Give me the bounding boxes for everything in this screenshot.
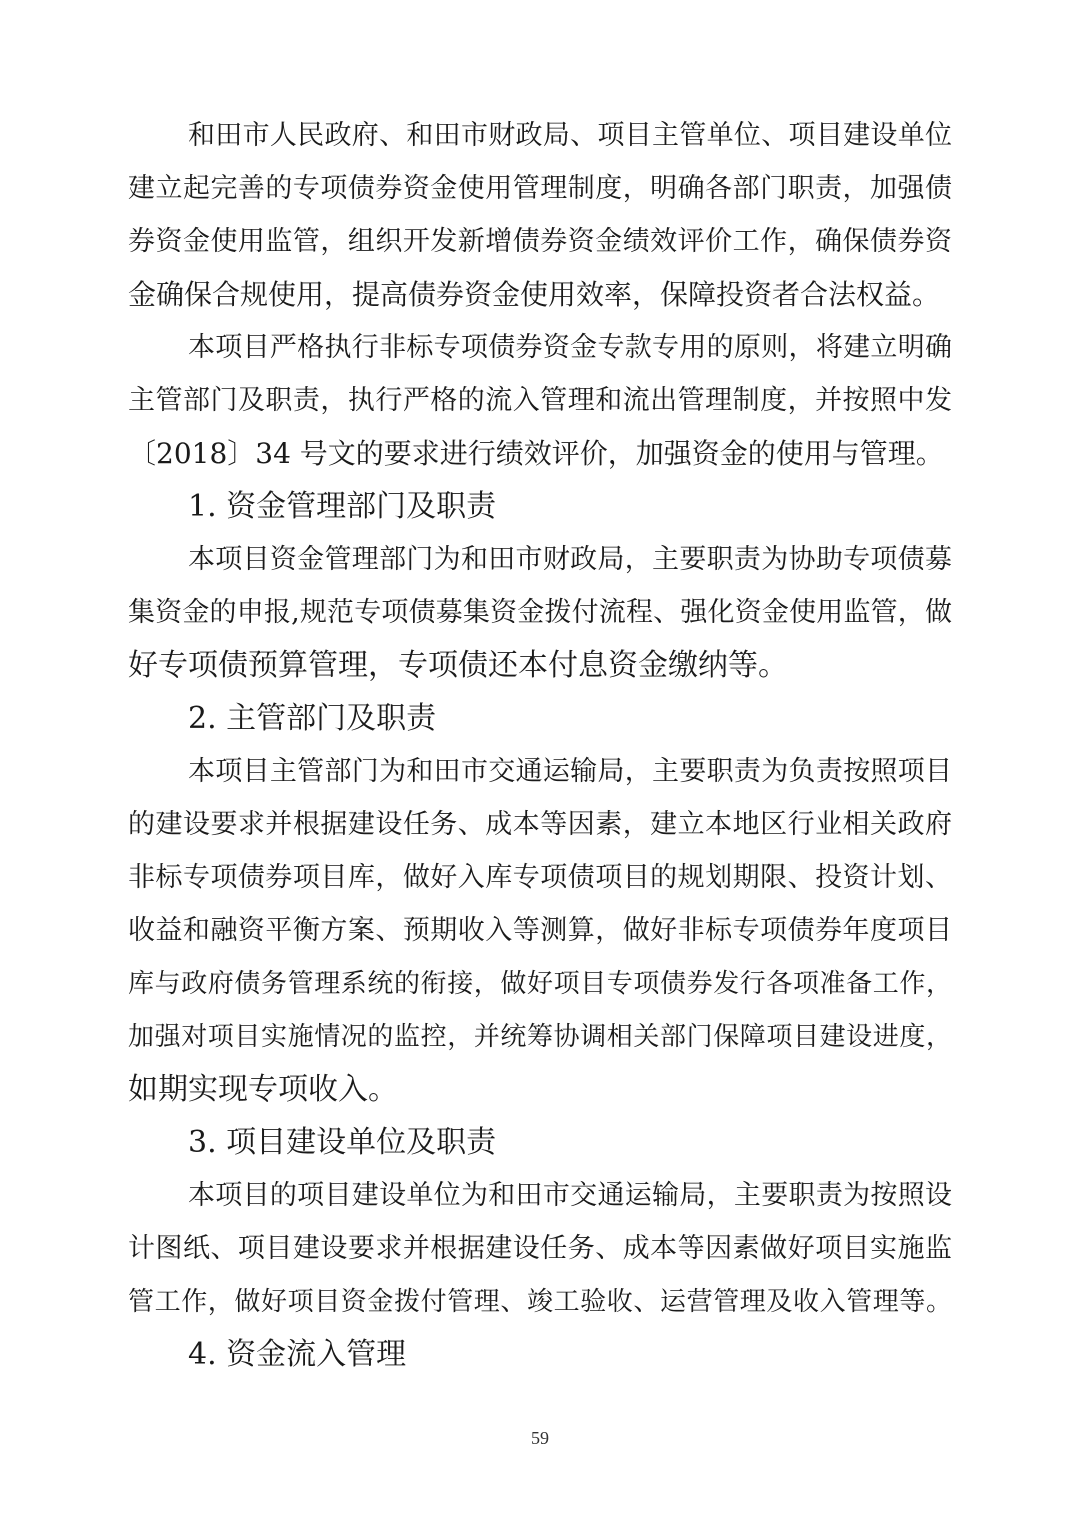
paragraph-line: 券资金使用监管，组织开发新增债券资金绩效评价工作，确保债券资 <box>128 226 952 257</box>
paragraph-line: 加强对项目实施情况的监控，并统筹协调相关部门保障项目建设进度， <box>128 1022 952 1052</box>
section-heading: 4. 资金流入管理 <box>188 1337 407 1372</box>
paragraph-line: 好专项债预算管理，专项债还本付息资金缴纳等。 <box>128 648 788 683</box>
paragraph-line: 本项目资金管理部门为和田市财政局，主要职责为协助专项债募 <box>188 544 952 575</box>
section-heading: 3. 项目建设单位及职责 <box>188 1125 497 1160</box>
paragraph-line: 建立起完善的专项债券资金使用管理制度，明确各部门职责，加强债 <box>128 173 952 204</box>
paragraph-line: 主管部门及职责，执行严格的流入管理和流出管理制度，并按照中发 <box>128 385 952 416</box>
paragraph-line: 非标专项债券项目库，做好入库专项债项目的规划期限、投资计划、 <box>128 862 952 893</box>
page-number: 59 <box>531 1428 549 1448</box>
paragraph-line: 本项目的项目建设单位为和田市交通运输局，主要职责为按照设 <box>188 1180 952 1211</box>
section-heading: 2. 主管部门及职责 <box>188 701 437 736</box>
paragraph-line: 〔2018〕34 号文的要求进行绩效评价，加强资金的使用与管理。 <box>128 437 944 470</box>
paragraph-line: 集资金的申报,规范专项债募集资金拨付流程、强化资金使用监管，做 <box>128 597 952 628</box>
paragraph-line: 金确保合规使用，提高债券资金使用效率，保障投资者合法权益。 <box>128 278 941 311</box>
paragraph-line: 的建设要求并根据建设任务、成本等因素，建立本地区行业相关政府 <box>128 809 952 840</box>
paragraph-line: 收益和融资平衡方案、预期收入等测算，做好非标专项债券年度项目 <box>128 915 952 946</box>
paragraph-line: 本项目严格执行非标专项债券资金专款专用的原则，将建立明确 <box>188 332 952 363</box>
paragraph-line: 计图纸、项目建设要求并根据建设任务、成本等因素做好项目实施监 <box>128 1233 952 1264</box>
paragraph-line: 本项目主管部门为和田市交通运输局，主要职责为负责按照项目 <box>188 756 952 787</box>
paragraph-line: 如期实现专项收入。 <box>128 1072 398 1107</box>
section-heading: 1. 资金管理部门及职责 <box>188 489 497 524</box>
paragraph-line: 库与政府债务管理系统的衔接，做好项目专项债券发行各项准备工作， <box>128 969 952 999</box>
paragraph-line: 管工作，做好项目资金拨付管理、竣工验收、运营管理及收入管理等。 <box>128 1287 952 1317</box>
paragraph-line: 和田市人民政府、和田市财政局、项目主管单位、项目建设单位 <box>188 120 952 151</box>
